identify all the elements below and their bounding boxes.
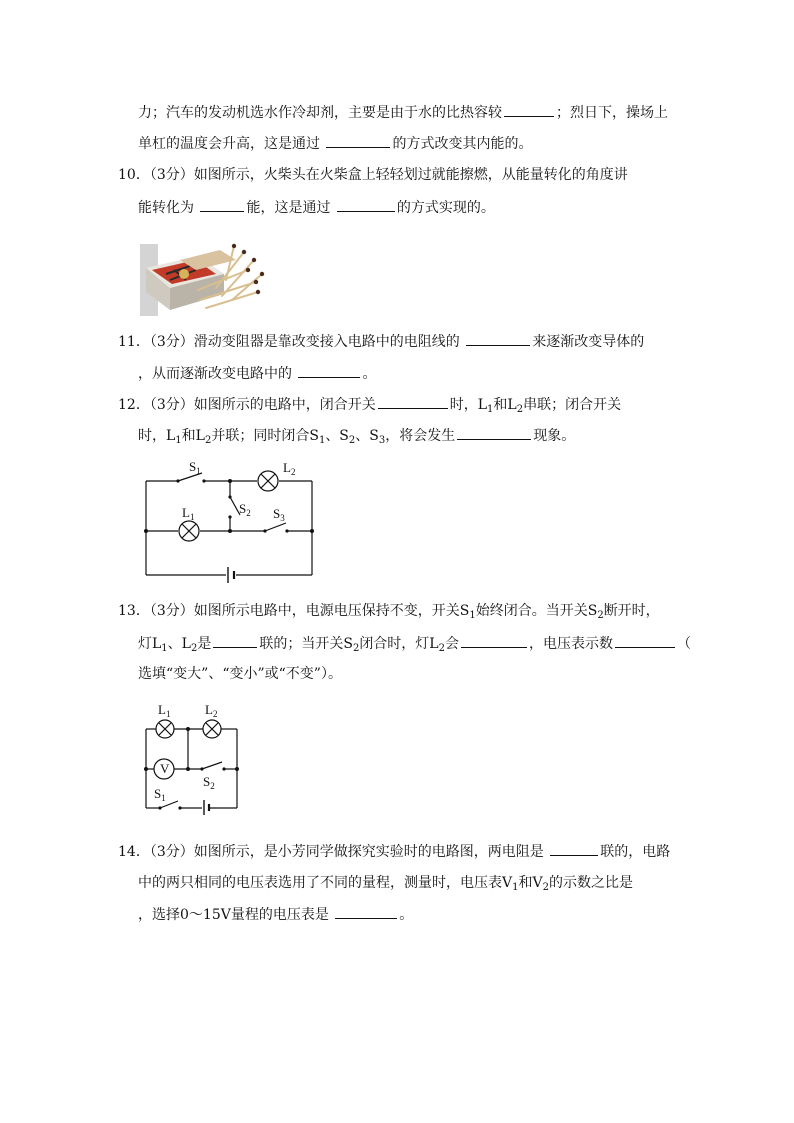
voltmeter-v: V bbox=[160, 761, 170, 776]
answer-blank[interactable] bbox=[461, 633, 527, 648]
q12-line-2: 时，$L_1$和$L_2$并联；同时闭合$S_1$、$S_2$、$S_3$，将会发生 现象。 bbox=[138, 425, 575, 446]
answer-blank[interactable] bbox=[457, 425, 531, 440]
question-score: （3分） bbox=[149, 603, 194, 619]
question-number: 13． bbox=[118, 603, 150, 619]
q13-line-2: 灯$L_1$、$L_2$是 联的；当开关$S_2$闭合时，灯$L_2$会 ，电压表示数 （ bbox=[138, 633, 691, 654]
label-l1: $L_1$ bbox=[182, 505, 195, 522]
q13-line-1: 13．（3分）如图所示电路中，电源电压保持不变，开关$S_1$始终闭合。当开关$S_2$断开时， bbox=[118, 603, 660, 621]
q13-line-3: 选填“变大”、“变小”或“不变”）。 bbox=[138, 666, 342, 682]
answer-blank[interactable] bbox=[213, 633, 257, 648]
label-l2: $L_2$ bbox=[283, 460, 296, 477]
q9-line-1: 力；汽车的发动机选水作冷却剂，主要是由于水的比热容较 ；烈日下，操场上 bbox=[138, 102, 668, 123]
answer-blank[interactable] bbox=[337, 197, 395, 212]
q14-line-3: ，选择0～15V量程的电压表是 。 bbox=[138, 904, 413, 925]
q10-line-2: 能转化为 能，这是通过 的方式实现的。 bbox=[138, 197, 495, 218]
label-s1: $S_1$ bbox=[189, 459, 201, 476]
label-s3: $S_3$ bbox=[273, 506, 285, 523]
question-score: （3分） bbox=[149, 397, 194, 413]
matchbox-photo bbox=[140, 230, 264, 316]
answer-blank[interactable] bbox=[378, 394, 448, 409]
label-l2: $L_2$ bbox=[205, 702, 218, 719]
label-s2: $S_2$ bbox=[203, 774, 215, 791]
question-number: 10． bbox=[118, 167, 150, 183]
question-score: （3分） bbox=[149, 844, 194, 860]
answer-blank[interactable] bbox=[466, 331, 530, 346]
answer-blank[interactable] bbox=[504, 102, 554, 117]
q9-line-2: 单杠的温度会升高，这是通过 的方式改变其内能的。 bbox=[138, 133, 532, 154]
question-number: 14． bbox=[118, 844, 150, 860]
q10-line-1: 10．（3分）如图所示，火柴头在火柴盒上轻轻划过就能擦燃，从能量转化的角度讲 bbox=[118, 167, 628, 183]
q14-line-1: 14．（3分）如图所示，是小芳同学做探究实验时的电路图，两电阻是 联的，电路 bbox=[118, 841, 670, 862]
question-score: （3分） bbox=[149, 167, 194, 183]
answer-blank[interactable] bbox=[200, 197, 244, 212]
q12-line-1: 12．（3分）如图所示的电路中，闭合开关 时，$L_1$和$L_2$串联；闭合开关 bbox=[118, 394, 621, 415]
label-s1: $S_1$ bbox=[154, 786, 166, 803]
question-number: 12． bbox=[118, 397, 150, 413]
answer-blank[interactable] bbox=[335, 904, 397, 919]
answer-blank[interactable] bbox=[326, 133, 390, 148]
label-s2: $S_2$ bbox=[239, 501, 251, 518]
q11-line-2: ，从而逐渐改变电路中的 。 bbox=[138, 363, 376, 384]
q14-line-2: 中的两只相同的电压表选用了不同的量程，测量时，电压表$V_1$和$V_2$的示数之比是 bbox=[138, 875, 633, 893]
label-l1: $L_1$ bbox=[158, 702, 171, 719]
circuit-diagram-q12 bbox=[140, 455, 320, 583]
question-number: 11． bbox=[118, 334, 150, 350]
answer-blank[interactable] bbox=[615, 633, 675, 648]
answer-blank[interactable] bbox=[298, 363, 360, 378]
q11-line-1: 11．（3分）滑动变阻器是靠改变接入电路中的电阻线的 来逐渐改变导体的 bbox=[118, 331, 644, 352]
circuit-diagram-q13 bbox=[140, 700, 250, 815]
question-score: （3分） bbox=[149, 334, 194, 350]
answer-blank[interactable] bbox=[550, 841, 598, 856]
